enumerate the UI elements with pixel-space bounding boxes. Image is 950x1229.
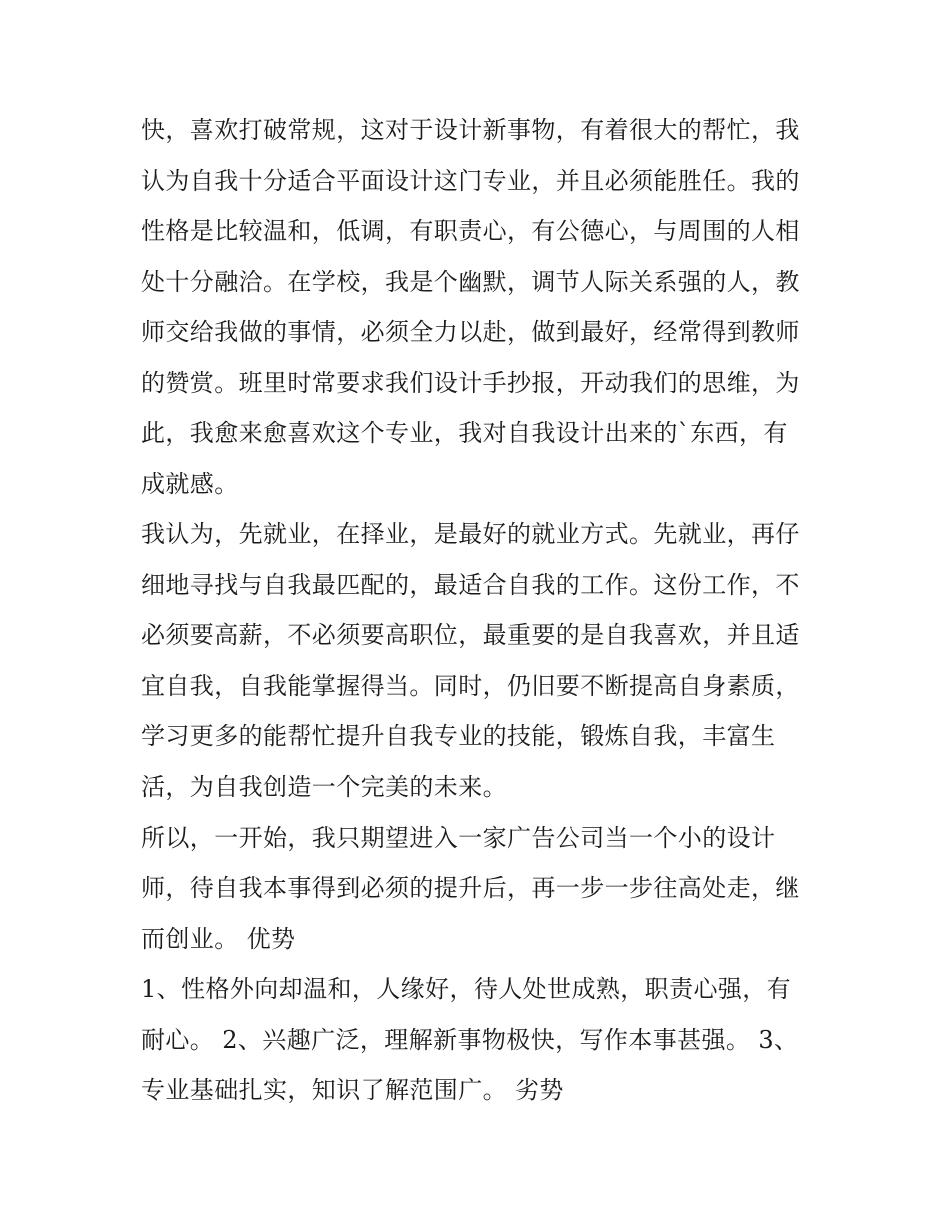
text-line: 此，我愈来愈喜欢这个专业，我对自我设计出来的`东西，有 [141,419,788,447]
text-line: 而创业。 优势 [141,925,296,953]
text-line: 耐心。 2、兴趣广泛，理解新事物极快，写作本事甚强。 3、 [141,1026,799,1054]
text-line: 1、性格外向却温和，人缘好，待人处世成熟，职责心强，有 [141,975,792,1003]
text-line: 宜自我，自我能掌握得当。同时，仍旧要不断提高自身素质， [141,672,800,700]
text-line: 认为自我十分适合平面设计这门专业，并且必须能胜任。我的 [141,167,800,195]
text-line: 成就感。 [141,470,239,498]
text-line: 快，喜欢打破常规，这对于设计新事物，有着很大的帮忙，我 [141,116,800,144]
text-line: 所以，一开始，我只期望进入一家广告公司当一个小的设计 [141,824,776,852]
text-line: 活，为自我创造一个完美的未来。 [141,773,507,801]
text-line: 性格是比较温和，低调，有职责心，有公德心，与周围的人相 [141,217,800,245]
text-line: 必须要高薪，不必须要高职位，最重要的是自我喜欢，并且适 [141,621,800,649]
text-line: 处十分融洽。在学校，我是个幽默，调节人际关系强的人，教 [141,268,800,296]
text-line: 我认为，先就业，在择业，是最好的就业方式。先就业，再仔 [141,520,800,548]
text-line: 专业基础扎实，知识了解范围广。 劣势 [141,1076,564,1104]
text-line: 学习更多的能帮忙提升自我专业的技能，锻炼自我，丰富生 [141,722,776,750]
text-line: 的赞赏。班里时常要求我们设计手抄报，开动我们的思维，为 [141,369,800,397]
text-line: 细地寻找与自我最匹配的，最适合自我的工作。这份工作，不 [141,571,800,599]
text-line: 师交给我做的事情，必须全力以赴，做到最好，经常得到教师 [141,318,800,346]
text-line: 师，待自我本事得到必须的提升后，再一步一步往高处走，继 [141,874,800,902]
